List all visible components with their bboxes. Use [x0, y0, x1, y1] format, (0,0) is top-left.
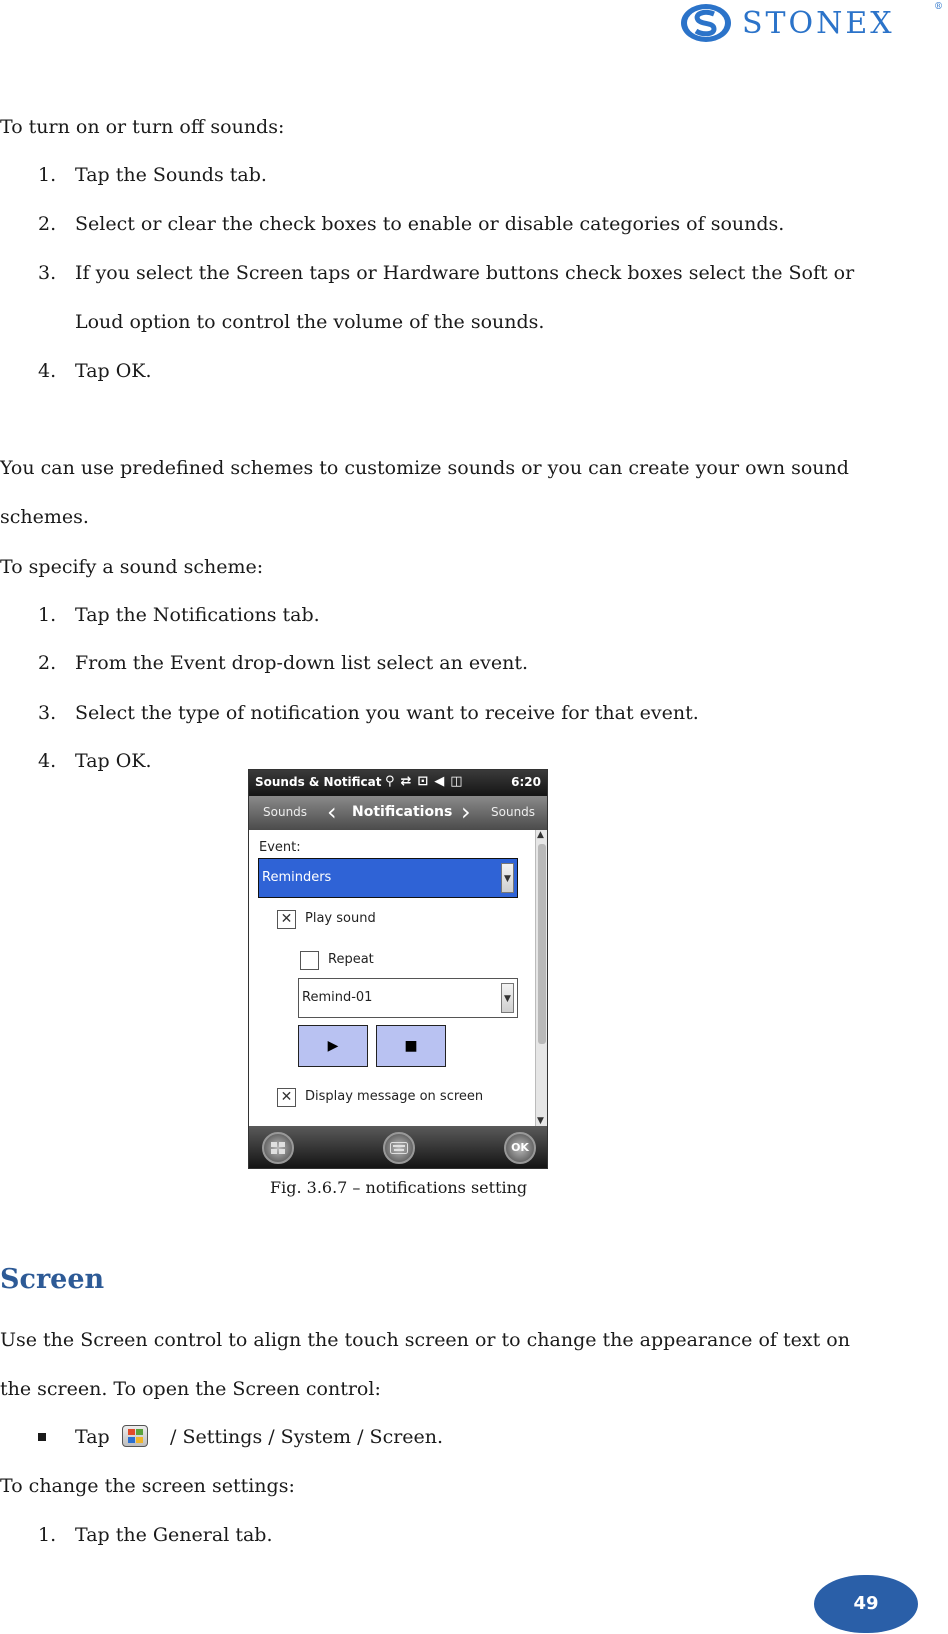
play-sound-checkbox[interactable]: ✕ [277, 910, 296, 929]
sounds-step-num: 2. [38, 213, 57, 235]
figure-caption: Fig. 3.6.7 – notifications setting [270, 1178, 528, 1197]
display-message-checkbox[interactable]: ✕ [277, 1088, 296, 1107]
schemes-intro: To specify a sound scheme: [0, 556, 264, 578]
screen-paragraph-cont: the screen. To open the Screen control: [0, 1378, 381, 1400]
logo-wordmark: STONEX [742, 6, 895, 41]
sounds-step-text-cont: Loud option to control the volume of the sounds. [75, 311, 545, 333]
tab-bar [249, 796, 547, 830]
screen-heading: Screen [0, 1264, 105, 1295]
schemes-step-text: From the Event drop-down list select an event. [75, 652, 529, 674]
status-time: 6:20 [511, 775, 541, 789]
schemes-step-text: Select the type of notification you want to receive for that event. [75, 702, 699, 724]
status-title: Sounds & Notificat [255, 775, 382, 789]
sounds-step-num: 4. [38, 360, 57, 382]
stonex-logo-icon [680, 2, 736, 44]
registered-mark: ® [934, 2, 943, 12]
sound-value: Remind-01 [302, 990, 373, 1005]
play-button[interactable]: ▶ [298, 1025, 368, 1067]
status-icons: ⚲⇄⊡◀◫ [385, 774, 469, 789]
play-sound-label: Play sound [305, 911, 376, 926]
status-bar [249, 770, 547, 796]
schemes-paragraph-cont: schemes. [0, 506, 89, 528]
display-message-label: Display message on screen [305, 1089, 484, 1104]
sounds-step-text: Tap the Sounds tab. [75, 164, 267, 186]
bullet-path-text: / Settings / System / Screen. [170, 1426, 444, 1448]
scrollbar-thumb[interactable] [538, 844, 546, 1044]
stonex-logo [680, 2, 942, 44]
sounds-intro: To turn on or turn off sounds: [0, 116, 285, 138]
sounds-step-num: 3. [38, 262, 57, 284]
windows-start-icon [122, 1425, 148, 1447]
schemes-paragraph: You can use predefined schemes to customize sounds or you can create your own sound [0, 457, 849, 479]
tab-sounds-right[interactable]: Sounds [491, 805, 536, 819]
bullet-icon [38, 1433, 46, 1441]
sounds-step-text: If you select the Screen taps or Hardware buttons check boxes select the Soft or [75, 262, 855, 284]
bullet-tap-text: Tap [75, 1426, 110, 1448]
scroll-up-icon[interactable]: ▲ [537, 830, 544, 840]
screen-step-num: 1. [38, 1524, 57, 1546]
schemes-step-text: Tap OK. [75, 750, 152, 772]
sounds-step-num: 1. [38, 164, 57, 186]
repeat-checkbox[interactable] [300, 951, 319, 970]
dropdown-arrow-icon[interactable]: ▼ [501, 983, 514, 1013]
schemes-step-text: Tap the Notifications tab. [75, 604, 320, 626]
sounds-step-text: Select or clear the check boxes to enable or disable categories of sounds. [75, 213, 785, 235]
dropdown-arrow-icon[interactable]: ▼ [501, 863, 514, 893]
sound-dropdown[interactable] [298, 978, 518, 1018]
repeat-label: Repeat [328, 952, 374, 967]
event-label: Event: [259, 840, 301, 855]
schemes-step-num: 3. [38, 702, 57, 724]
schemes-step-num: 4. [38, 750, 57, 772]
stop-button[interactable]: ■ [376, 1025, 446, 1067]
page-number-badge: 49 [814, 1575, 918, 1633]
bottom-bar [249, 1126, 547, 1169]
screen-paragraph: Use the Screen control to align the touch screen or to change the appearance of text on [0, 1329, 850, 1351]
tab-sounds-left[interactable]: Sounds [263, 805, 308, 819]
tab-notifications[interactable]: Notifications [352, 804, 453, 820]
windows-start-icon[interactable] [262, 1132, 294, 1164]
screen-intro: To change the screen settings: [0, 1475, 295, 1497]
keyboard-icon[interactable] [383, 1132, 415, 1164]
screen-step-text: Tap the General tab. [75, 1524, 273, 1546]
schemes-step-num: 1. [38, 604, 57, 626]
scrollbar[interactable] [535, 830, 548, 1126]
event-dropdown[interactable] [258, 858, 518, 898]
sounds-step-text: Tap OK. [75, 360, 152, 382]
event-value: Reminders [262, 870, 332, 885]
scroll-down-icon[interactable]: ▼ [537, 1116, 544, 1126]
chevron-right-icon[interactable]: › [461, 798, 471, 826]
notifications-panel [249, 830, 535, 1126]
ok-button[interactable]: OK [504, 1132, 536, 1164]
schemes-step-num: 2. [38, 652, 57, 674]
notifications-screenshot [248, 769, 548, 1169]
chevron-left-icon[interactable]: ‹ [327, 798, 337, 826]
